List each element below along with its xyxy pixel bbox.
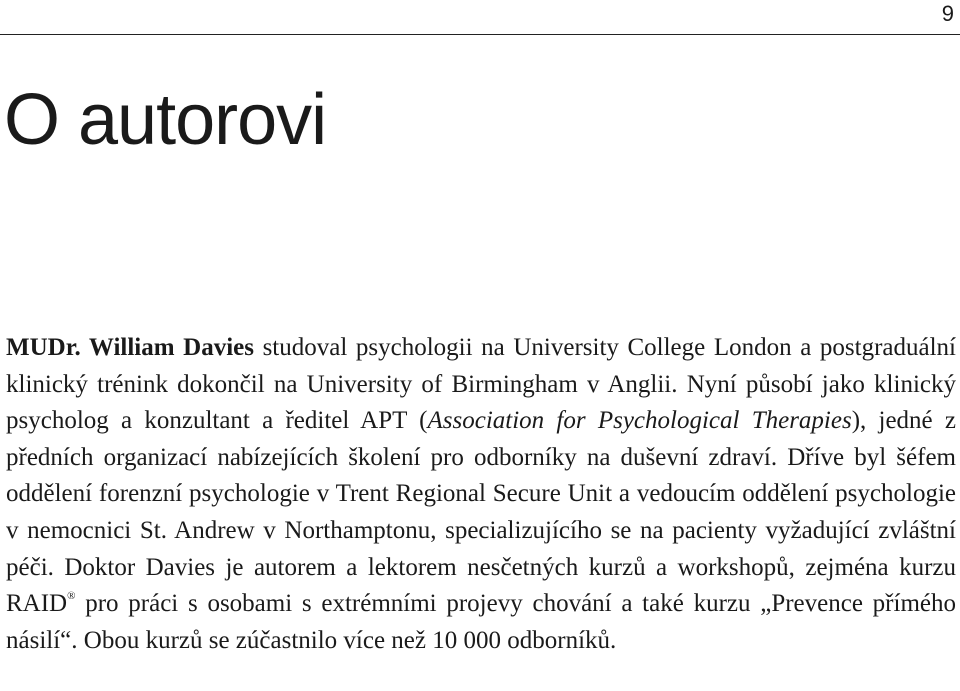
page-number: 9 [941, 1, 954, 26]
organization-name: Association for Psychological Therapies [427, 407, 852, 435]
bio-text-part-1: studoval psychologii na University College London a postgraduální klinický trénink dokončil na University of Birmingham v Anglii. Nyní působí jako klinický psycholog a konzultant a ředitel APT ( [6, 334, 956, 435]
bio-text-part-2: ), jedné z předních organizací nabízejících školení pro odborníky na duševní zdraví. Dříve byl šéfem oddělení forenzní psychologie v Trent Regional Secure Unit a vedoucím oddělení psychologie v nemocnici St. Andrew v Northamptonu, specializujícího se na pacienty vyžadující zvláštní péči. Doktor Davies je autorem a lektorem nesčetných kurzů a workshopů, zejména kurzu RAID [6, 407, 956, 618]
chapter-title: O autorovi [4, 80, 327, 160]
author-bio-paragraph [6, 330, 956, 659]
author-name: MUDr. William Davies [6, 334, 254, 361]
registered-trademark-mark: ® [67, 590, 76, 603]
bio-text-part-3: pro práci s osobami s extrémními projevy chování a také kurzu „Prevence přímého násilí“. Obou kurzů se zúčastnilo více než 10 000 odborníků. [6, 590, 956, 654]
header-divider [0, 34, 960, 35]
